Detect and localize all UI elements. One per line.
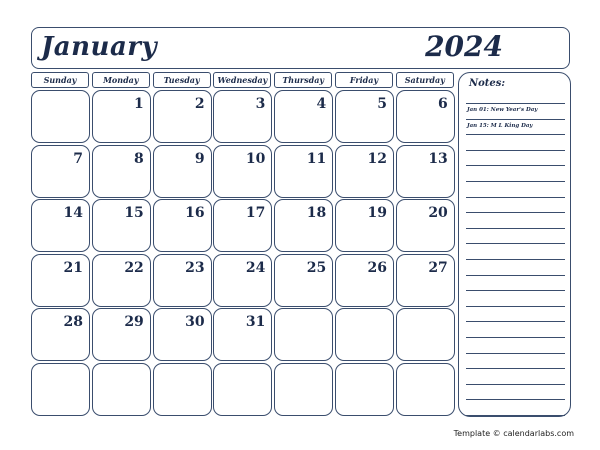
day-cell[interactable]	[396, 145, 455, 198]
weekday-saturday: Saturday	[396, 72, 454, 88]
day-number: 15	[124, 205, 144, 222]
day-cell[interactable]	[274, 254, 333, 307]
day-cell[interactable]	[92, 90, 151, 143]
day-cell[interactable]	[396, 308, 455, 361]
day-number: 1	[134, 96, 144, 112]
day-number: 2	[194, 96, 205, 112]
template-credit: Template © calendarlabs.com	[453, 429, 574, 438]
note-line[interactable]	[466, 181, 565, 182]
holiday-note: Jan 15: M L King Day	[467, 122, 533, 129]
day-cell[interactable]	[274, 145, 333, 198]
day-cell[interactable]	[213, 199, 272, 252]
note-line[interactable]	[466, 384, 565, 385]
day-cell[interactable]	[153, 363, 212, 416]
month-title: January	[41, 32, 158, 62]
day-cell[interactable]	[92, 145, 151, 198]
day-number: 20	[428, 205, 448, 222]
day-cell[interactable]	[153, 254, 212, 307]
notes-title: Notes:	[469, 78, 506, 89]
day-cell[interactable]	[31, 308, 90, 361]
day-cell[interactable]	[92, 363, 151, 416]
day-number: 11	[306, 150, 327, 167]
day-cell[interactable]	[153, 145, 212, 198]
day-number: 23	[185, 259, 205, 276]
day-cell[interactable]	[31, 145, 90, 198]
day-number: 24	[245, 259, 266, 276]
day-number: 14	[63, 205, 83, 222]
weekday-sunday: Sunday	[31, 72, 89, 88]
note-line[interactable]	[466, 306, 565, 307]
day-cell[interactable]	[274, 308, 333, 361]
day-number: 31	[245, 314, 266, 331]
note-line[interactable]	[466, 134, 565, 135]
day-number: 4	[316, 96, 327, 112]
day-number: 30	[185, 314, 205, 331]
day-cell[interactable]	[335, 90, 394, 143]
calendar-header	[31, 27, 570, 69]
day-cell[interactable]	[396, 254, 455, 307]
holiday-note: Jan 01: New Year's Day	[467, 107, 538, 113]
year-title: 2024	[425, 30, 503, 63]
note-line[interactable]	[466, 368, 565, 369]
day-cell[interactable]	[213, 363, 272, 416]
day-number: 8	[134, 150, 144, 167]
note-line[interactable]	[466, 150, 565, 151]
day-cell[interactable]	[213, 308, 272, 361]
day-number: 25	[306, 259, 327, 276]
day-number: 21	[63, 259, 83, 276]
day-cell[interactable]	[153, 308, 212, 361]
day-cell[interactable]	[335, 308, 394, 361]
day-number: 17	[245, 205, 266, 222]
weekday-wednesday: Wednesday	[213, 72, 271, 88]
day-cell[interactable]	[92, 308, 151, 361]
day-number: 27	[428, 259, 448, 276]
day-number: 13	[428, 150, 448, 167]
day-cell[interactable]	[213, 90, 272, 143]
day-cell[interactable]	[31, 199, 90, 252]
note-line[interactable]	[466, 415, 565, 416]
weekday-thursday: Thursday	[274, 72, 332, 88]
weekday-tuesday: Tuesday	[153, 72, 211, 88]
day-cell[interactable]	[274, 363, 333, 416]
day-cell[interactable]	[92, 199, 151, 252]
day-cell[interactable]	[213, 254, 272, 307]
weekday-monday: Monday	[92, 72, 150, 88]
day-cell[interactable]	[213, 145, 272, 198]
day-cell[interactable]	[31, 363, 90, 416]
day-number: 5	[377, 96, 387, 112]
note-line[interactable]	[466, 353, 565, 354]
day-cell[interactable]	[396, 90, 455, 143]
day-number: 3	[255, 96, 266, 112]
day-cell[interactable]	[153, 90, 212, 143]
day-number: 18	[306, 205, 327, 222]
note-line[interactable]	[466, 119, 565, 120]
day-number: 22	[124, 259, 144, 276]
note-line[interactable]	[466, 259, 565, 260]
day-cell[interactable]	[335, 254, 394, 307]
note-line[interactable]	[466, 243, 565, 244]
day-cell[interactable]	[335, 145, 394, 198]
note-line[interactable]	[466, 212, 565, 213]
weekday-friday: Friday	[335, 72, 393, 88]
note-line[interactable]	[466, 103, 565, 104]
day-number: 12	[367, 150, 387, 167]
note-line[interactable]	[466, 290, 565, 291]
day-number: 16	[185, 205, 205, 222]
day-number: 10	[245, 150, 266, 167]
day-number: 26	[367, 259, 387, 276]
notes-panel	[458, 72, 571, 417]
day-cell[interactable]	[335, 363, 394, 416]
day-cell[interactable]	[396, 363, 455, 416]
note-line[interactable]	[466, 399, 565, 400]
day-cell[interactable]	[335, 199, 394, 252]
day-number: 19	[367, 205, 387, 222]
day-cell[interactable]	[274, 199, 333, 252]
day-number: 9	[194, 150, 205, 167]
day-cell[interactable]	[274, 90, 333, 143]
day-cell[interactable]	[153, 199, 212, 252]
note-line[interactable]	[466, 275, 565, 276]
note-line[interactable]	[466, 165, 565, 166]
day-number: 7	[73, 150, 83, 167]
day-cell[interactable]	[92, 254, 151, 307]
note-line[interactable]	[466, 321, 565, 322]
day-number: 28	[63, 314, 83, 331]
day-cell[interactable]	[31, 254, 90, 307]
day-number: 29	[124, 314, 144, 331]
day-number: 6	[438, 96, 448, 112]
day-cell[interactable]	[31, 90, 90, 143]
note-line[interactable]	[466, 197, 565, 198]
note-line[interactable]	[466, 228, 565, 229]
day-cell[interactable]	[396, 199, 455, 252]
note-line[interactable]	[466, 337, 565, 338]
